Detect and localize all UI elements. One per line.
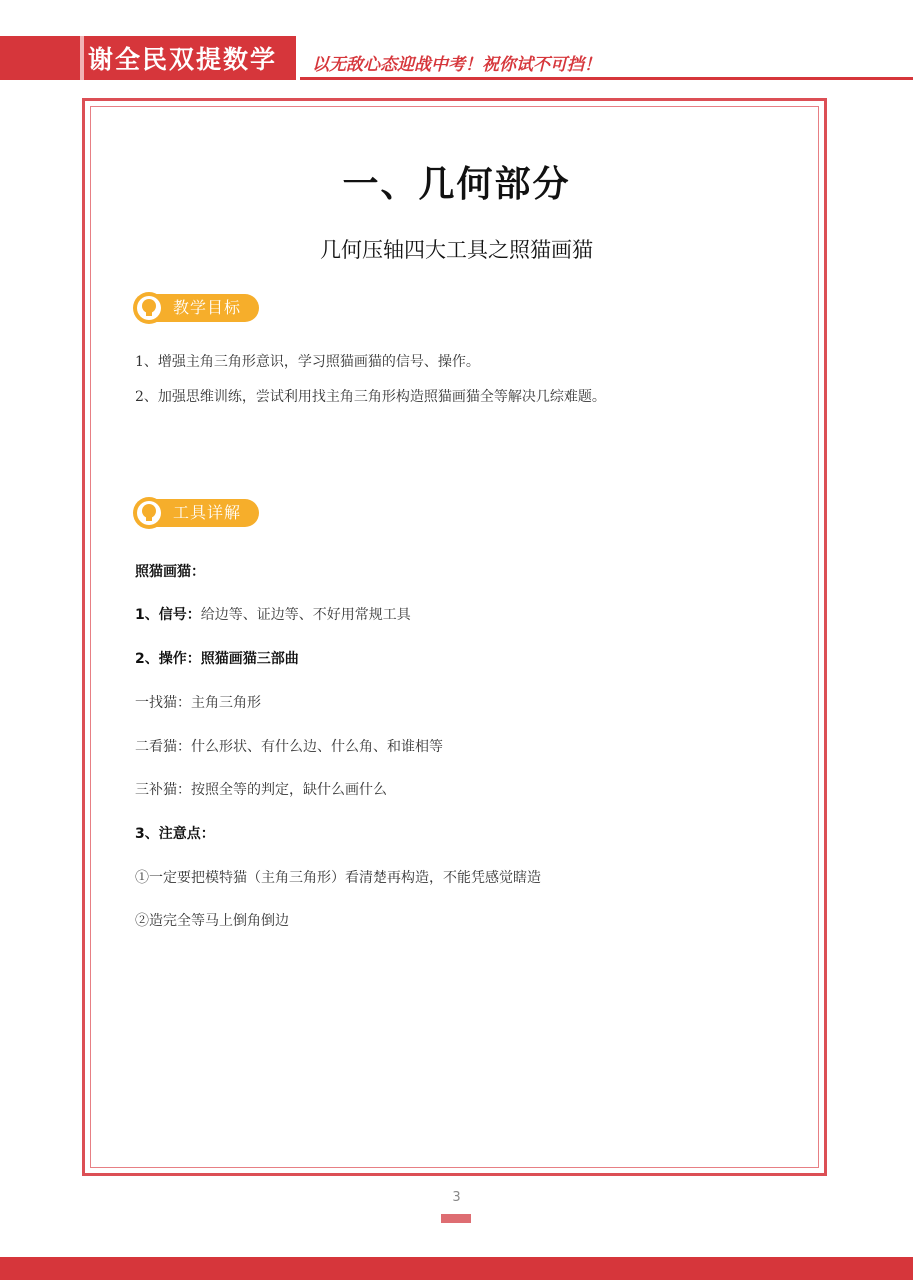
step-item: 二看猫：什么形状、有什么边、什么角、和谁相等 bbox=[135, 739, 443, 755]
section-tag-tools bbox=[133, 497, 259, 529]
page-title: 一、几何部分 bbox=[342, 163, 571, 205]
signal-text: 给边等、证边等、不好用常规工具 bbox=[200, 607, 411, 623]
signal-line bbox=[135, 604, 411, 624]
page-frame-inner bbox=[90, 106, 819, 1168]
lightbulb-icon bbox=[133, 497, 165, 529]
footer-band bbox=[0, 1257, 913, 1280]
page-subtitle: 几何压轴四大工具之照猫画猫 bbox=[320, 238, 593, 262]
header-left-band bbox=[0, 36, 80, 80]
tool-heading: 照猫画猫： bbox=[135, 564, 205, 580]
notes-label: 3、注意点： bbox=[135, 826, 215, 842]
operation-label: 2、操作：照猫画猫三部曲 bbox=[135, 651, 299, 667]
header-rule bbox=[300, 77, 913, 80]
header-slogan: 以无敌心态迎战中考！祝你试不可挡！ bbox=[312, 55, 601, 75]
section-tag-label: 工具详解 bbox=[173, 503, 242, 522]
page-number: 3 bbox=[452, 1190, 461, 1205]
goal-item: 2、加强思维训练，尝试利用找主角三角形构造照猫画猫全等解决几综难题。 bbox=[135, 389, 606, 405]
page-number-mark bbox=[441, 1214, 471, 1223]
note-item: ②造完全等马上倒角倒边 bbox=[135, 913, 289, 929]
section-tag-label: 教学目标 bbox=[173, 298, 242, 317]
note-item: ①一定要把模特猫（主角三角形）看清楚再构造，不能凭感觉瞎造 bbox=[135, 870, 541, 886]
goal-item: 1、增强主角三角形意识，学习照猫画猫的信号、操作。 bbox=[135, 354, 480, 370]
header-brand: 谢全民双提数学 bbox=[88, 45, 278, 74]
section-tag-goals bbox=[133, 292, 259, 324]
lightbulb-icon bbox=[133, 292, 165, 324]
step-item: 三补猫：按照全等的判定，缺什么画什么 bbox=[135, 782, 387, 798]
signal-label: 1、信号： bbox=[135, 607, 201, 623]
step-item: 一找猫：主角三角形 bbox=[135, 695, 261, 711]
